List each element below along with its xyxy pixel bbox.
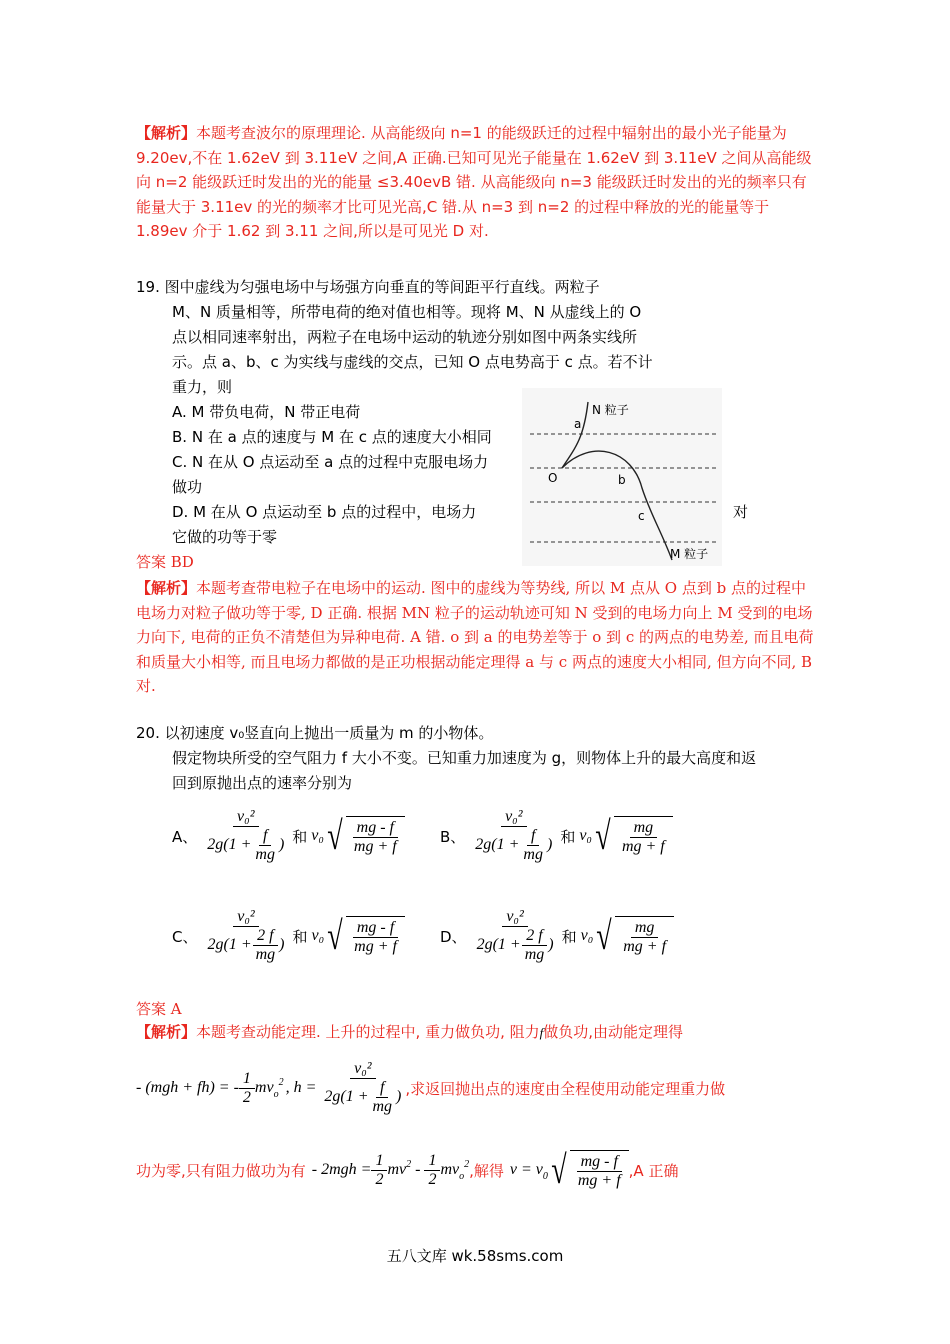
q19-option-d-cont: 它做的功等于零: [172, 528, 278, 546]
analysis-f: f: [539, 1025, 544, 1040]
n-particle-label: N 粒子: [592, 403, 629, 417]
height-fraction: v₀² 2g(1 + $\frac{2 f}{mg}$ ): [476, 908, 554, 963]
q19-option-c: C. N 在从 O 点运动至 a 点的过程中克服电场力: [172, 453, 489, 471]
m-particle-label: M 粒子: [670, 547, 709, 561]
analysis-text: 本题考查动能定理. 上升的过程中, 重力做负功, 阻力: [196, 1023, 540, 1041]
q19-stem-line: M、N 质量相等，所带电荷的绝对值也相等。现将 M、N 从虚线上的 O: [172, 303, 642, 321]
point-a-label: a: [574, 417, 582, 431]
sqrt-expr: √ $\frac{mg}{mg + f}$: [592, 816, 673, 856]
q19-stem-first: 19. 图中虚线为匀强电场中与场强方向垂直的等间距平行直线。两粒子: [136, 278, 600, 296]
analysis-text: 做负功,由动能定理得: [543, 1023, 684, 1041]
q20-stem-line: 回到原抛出点的速率分别为: [172, 774, 353, 792]
q20-analysis-line1: [136, 1021, 683, 1042]
analysis-text: 本题考查波尔的原理理论. 从高能级向 n=1 的能级跃迁的过程中辐射出的最小光子能量为 9.20ev,不在 1.62eV 到 3.11eV 之间,A 正确.已知可见光子能量在 1.62eV 到 3.11eV 之间从高能级向 n=2 能级跃迁时发出的光的能量 ≤3.40evB 错. 从高能级向 n=3 能级跃迁时发出的光的频率只有能量大于 3.11ev 的光的频率才比可见光高,C 错.从 n=3 到 n=2 的过程中释放的光的能量等于 1.89ev 介于 1.62 到 3.11 之间,所以是可见光 D 对.: [136, 124, 812, 240]
q20-answer: 答案 A: [136, 1000, 182, 1018]
q20-option-d: D、 v₀² 2g(1 + $\frac{2 f}{mg}$ ) 和 v₀ √ $\frac{mg}{mg + f}$: [440, 908, 674, 964]
option-label: A、: [172, 827, 198, 846]
field-diagram: [522, 388, 722, 566]
q20-option-a: A、 v₀² 2g(1 + $\frac{f}{mg}$ ) 和 v₀ √ $\frac{mg - f}{mg + f}$: [172, 808, 405, 864]
q19-answer: 答案 BD: [136, 553, 194, 571]
height-fraction: v₀² 2g(1 + $\frac{f}{mg}$ ): [475, 808, 553, 863]
q19-stem-line: 示。点 a、b、c 为实线与虚线的交点，已知 O 点电势高于 c 点。若不计: [172, 353, 653, 371]
analysis-label: 【解析】: [136, 124, 197, 142]
footer-watermark: 五八文库 wk.58sms.com: [386, 1247, 564, 1265]
sqrt-expr: √ $\frac{mg - f}{mg + f}$: [324, 916, 405, 956]
q19-option-d-tail: 对: [733, 503, 749, 521]
analysis-label: 【解析】: [136, 579, 197, 597]
q20-stem-line: 假定物块所受的空气阻力 f 大小不变。已知重力加速度为 g，则物体上升的最大高度和返: [172, 749, 757, 767]
point-b-label: b: [618, 473, 626, 487]
option-label: D、: [440, 927, 467, 946]
q19-option-c-cont: 做功: [172, 478, 203, 496]
q19-option-d: D. M 在从 O 点运动至 b 点的过程中，电场力: [172, 503, 477, 521]
q19-stem-line: 重力，则: [172, 378, 233, 396]
point-o-label: O: [548, 471, 558, 485]
q19-analysis: [136, 576, 816, 699]
sqrt-expr: √ $\frac{mg - f}{mg + f}$: [324, 816, 405, 856]
option-label: B、: [440, 827, 466, 846]
sqrt-expr: √ $\frac{mg}{mg + f}$: [593, 916, 674, 956]
analysis-label: 【解析】: [136, 1023, 197, 1041]
option-label: C、: [172, 927, 198, 946]
q18-analysis: [136, 121, 816, 244]
q20-stem-first: 20. 以初速度 v₀竖直向上抛出一质量为 m 的小物体。: [136, 724, 494, 742]
q20-equation-1: - (mgh + fh) = - $\frac{1}{2}$ mv o 2 , h = v₀² 2g(1 + $\frac{f}{mg}$ ) ,求返回抛出点的速度由全程使用动能定理重力做: [136, 1060, 726, 1115]
height-fraction: v₀² 2g(1 + $\frac{f}{mg}$ ): [207, 808, 285, 863]
q19-stem-line: 点以相同速率射出，两粒子在电场中运动的轨迹分别如图中两条实线所: [172, 328, 638, 346]
analysis-text: 本题考查带电粒子在电场中的运动. 图中的虚线为等势线, 所以 M 点从 O 点到 b 点的过程中电场力对粒子做功等于零, D 正确. 根据 MN 粒子的运动轨迹可知 N 受到的电场力向上 M 受到的电场力向下, 电荷的正负不清楚但为异种电荷. A 错. o 到 a 的电势差等于 o 到 c 的两点的电势差, 而且电荷和质量大小相等, 而且电场力都做的是正功根据动能定理得 a 与 c 两点的速度大小相同, 但方向不同, B 对.: [136, 579, 814, 695]
height-fraction: v₀² 2g(1 + $\frac{2 f}{mg}$ ): [207, 908, 285, 963]
q19-option-a: A. M 带负电荷，N 带正电荷: [172, 403, 361, 421]
q20-equation-2: 功为零,只有阻力做功为有 - 2mgh = $\frac{1}{2}$ mv 2 - $\frac{1}{2}$ mv o 2 ,解得 v = v 0 √ $\frac{mg - f}{mg + f}$ ,A 正确: [136, 1147, 679, 1192]
point-c-label: c: [638, 509, 645, 523]
q20-option-c: C、 v₀² 2g(1 + $\frac{2 f}{mg}$ ) 和 v₀ √ $\frac{mg - f}{mg + f}$: [172, 908, 405, 964]
q20-option-b: B、 v₀² 2g(1 + $\frac{f}{mg}$ ) 和 v₀ √ $\frac{mg}{mg + f}$: [440, 808, 673, 864]
q19-option-b: B. N 在 a 点的速度与 M 在 c 点的速度大小相同: [172, 428, 492, 446]
